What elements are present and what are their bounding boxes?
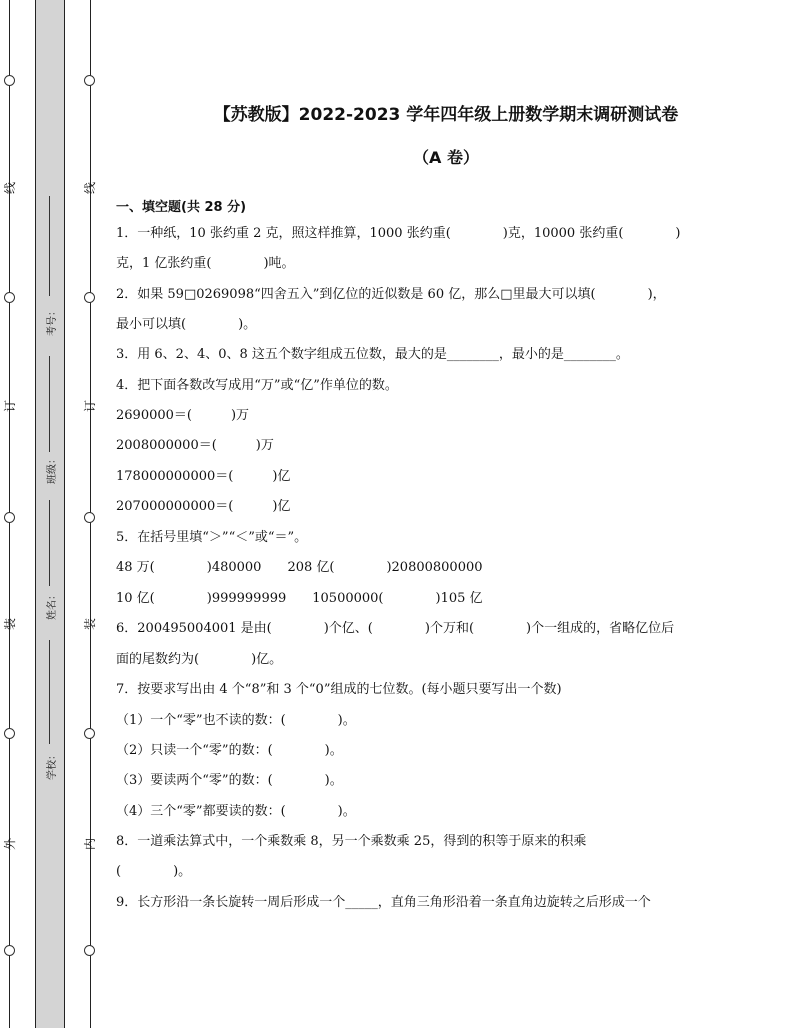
binding-char-zhuang-outer: 装 — [3, 617, 18, 631]
binding-hole — [4, 945, 15, 956]
question-line: 克，1 亿张约重( )吨。 — [116, 256, 295, 271]
field-name-label: 姓名： — [47, 590, 58, 620]
question-line: 7．按要求写出由 4 个“8”和 3 个“0”组成的七位数。(每小题只要写出一个数) — [116, 682, 562, 697]
binding-char-ding-inner: 订 — [83, 399, 98, 413]
field-school-label: 学校： — [47, 750, 58, 780]
question-line: 2008000000＝( )万 — [116, 438, 274, 453]
binding-hole — [4, 512, 15, 523]
binding-char-wai: 外 — [3, 837, 18, 851]
question-line: 178000000000＝( )亿 — [116, 469, 291, 484]
field-name-line — [49, 500, 50, 586]
question-line: （4）三个“零”都要读的数：( )。 — [116, 804, 356, 819]
binding-hole — [4, 75, 15, 86]
question-line: 4．把下面各数改写成用“万”或“亿”作单位的数。 — [116, 378, 398, 393]
question-line: 最小可以填( )。 — [116, 317, 257, 332]
question-line: 2690000＝( )万 — [116, 408, 250, 423]
field-school-line — [49, 640, 50, 744]
question-line: 8．一道乘法算式中，一个乘数乘 8，另一个乘数乘 25，得到的积等于原来的积乘 — [116, 834, 587, 849]
page-title: 【苏教版】2022-2023 学年四年级上册数学期末调研测试卷 — [213, 105, 679, 125]
binding-char-xian-inner: 线 — [83, 181, 98, 195]
question-line: （2）只读一个“零”的数：( )。 — [116, 743, 343, 758]
question-line: 48 万( )480000 208 亿( )20800800000 — [116, 560, 483, 575]
question-line: 面的尾数约为( )亿。 — [116, 652, 283, 667]
binding-char-xian-outer: 线 — [3, 181, 18, 195]
binding-char-ding-outer: 订 — [3, 399, 18, 413]
field-class-label: 班级： — [47, 454, 58, 484]
section-heading: 一、填空题(共 28 分) — [116, 200, 247, 215]
binding-hole — [84, 512, 95, 523]
question-line: 2．如果 59□0269098“四舍五入”到亿位的近似数是 60 亿，那么□里最大可以填( )， — [116, 287, 666, 302]
page-subtitle: （A 卷） — [413, 148, 479, 167]
field-class-line — [49, 356, 50, 452]
field-exam-number-line — [49, 196, 50, 296]
binding-hole — [84, 945, 95, 956]
binding-hole — [4, 292, 15, 303]
question-line: 207000000000＝( )亿 — [116, 499, 291, 514]
binding-hole — [84, 728, 95, 739]
binding-strip — [35, 0, 65, 1028]
question-line: 10 亿( )999999999 10500000( )105 亿 — [116, 591, 483, 606]
binding-char-nei: 内 — [83, 837, 98, 851]
question-line: （1）一个“零”也不读的数：( )。 — [116, 713, 356, 728]
binding-hole — [4, 728, 15, 739]
binding-hole — [84, 75, 95, 86]
question-line: 1．一种纸，10 张约重 2 克，照这样推算，1000 张约重( )克，10000 张约重( ) — [116, 226, 681, 241]
question-line: 9．长方形沿一条长旋转一周后形成一个_____，直角三角形沿着一条直角边旋转之后形成一个 — [116, 895, 651, 910]
question-line: 3．用 6、2、4、0、8 这五个数字组成五位数，最大的是________，最小的是________。 — [116, 347, 629, 362]
question-line: （3）要读两个“零”的数：( )。 — [116, 773, 343, 788]
question-line: 5．在括号里填“＞”“＜”或“＝”。 — [116, 530, 308, 545]
binding-char-zhuang-inner: 装 — [83, 617, 98, 631]
question-line: 6．200495004001 是由( )个亿、( )个万和( )个一组成的，省略亿位后 — [116, 621, 675, 636]
binding-hole — [84, 292, 95, 303]
question-line: ( )。 — [116, 864, 192, 879]
field-exam-number-label: 考号： — [47, 306, 58, 336]
